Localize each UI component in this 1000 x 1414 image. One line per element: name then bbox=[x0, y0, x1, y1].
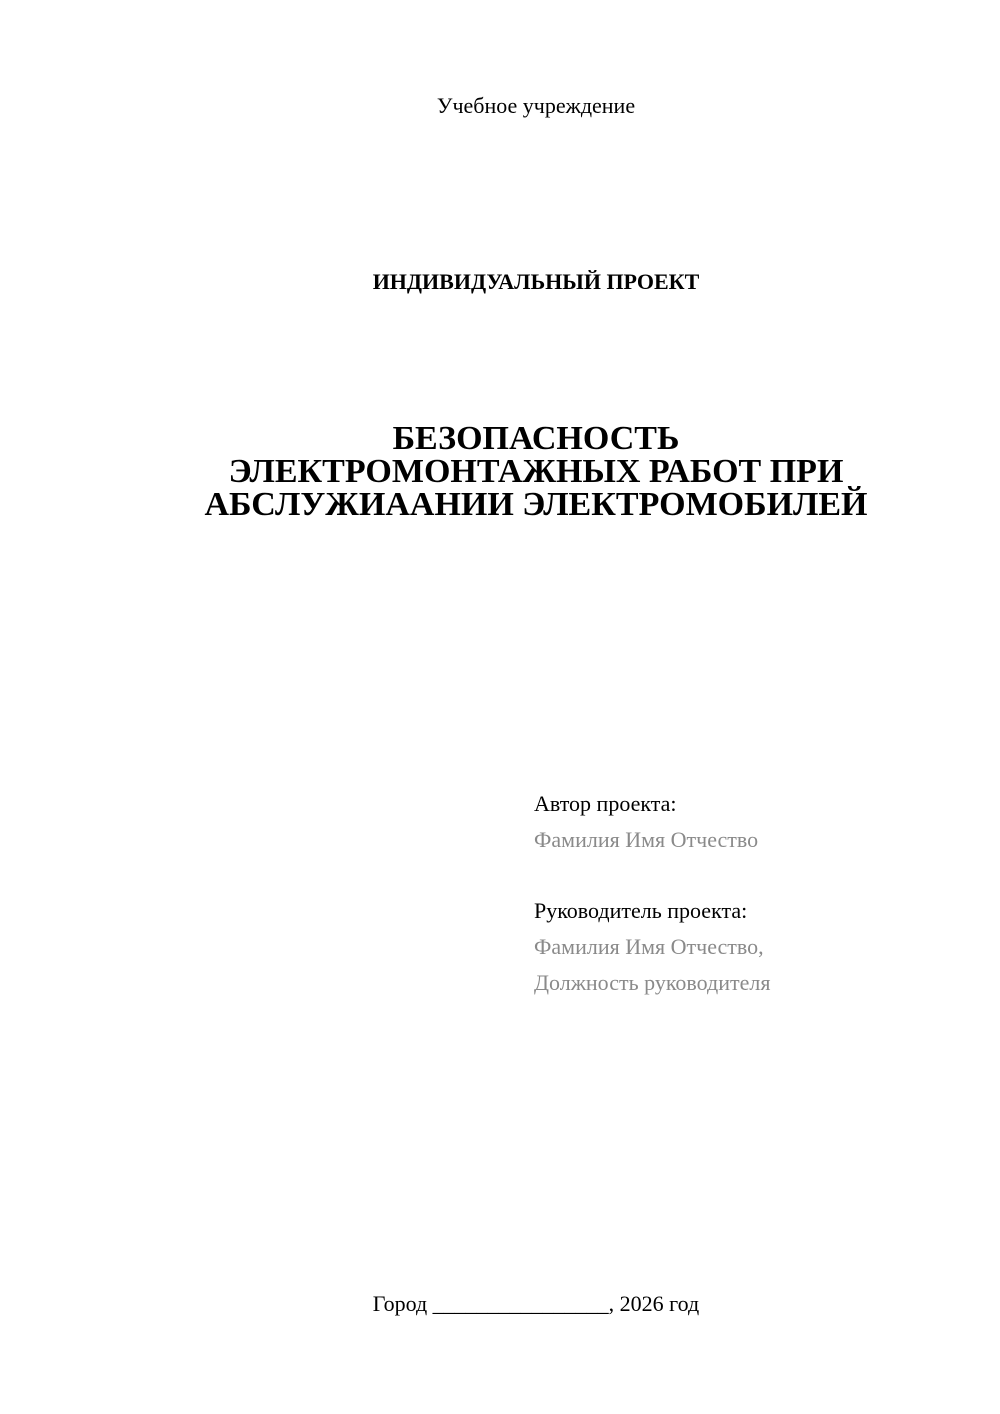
city-year-line: Город ________________, 2026 год bbox=[372, 1291, 700, 1316]
author-name: Фамилия Имя Отчество bbox=[534, 827, 759, 852]
supervisor-block bbox=[534, 893, 770, 1001]
project-title-line-2: ЭЛЕКТРОМОНТАЖНЫХ РАБОТ ПРИ bbox=[228, 453, 844, 490]
project-title bbox=[0, 422, 1000, 521]
author-label: Автор проекта: bbox=[534, 791, 677, 816]
supervisor-name: Фамилия Имя Отчество, bbox=[534, 934, 764, 959]
supervisor-position: Должность руководителя bbox=[534, 970, 771, 995]
project-title-line-1: БЕЗОПАСНОСТЬ bbox=[392, 420, 680, 457]
supervisor-label: Руководитель проекта: bbox=[534, 898, 748, 923]
document-type: ИНДИВИДУАЛЬНЫЙ ПРОЕКТ bbox=[372, 269, 700, 294]
project-title-line-3: АБСЛУЖИААНИИ ЭЛЕКТРОМОБИЛЕЙ bbox=[204, 486, 868, 523]
institution-name: Учебное учреждение bbox=[436, 93, 636, 118]
author-block bbox=[534, 786, 758, 858]
